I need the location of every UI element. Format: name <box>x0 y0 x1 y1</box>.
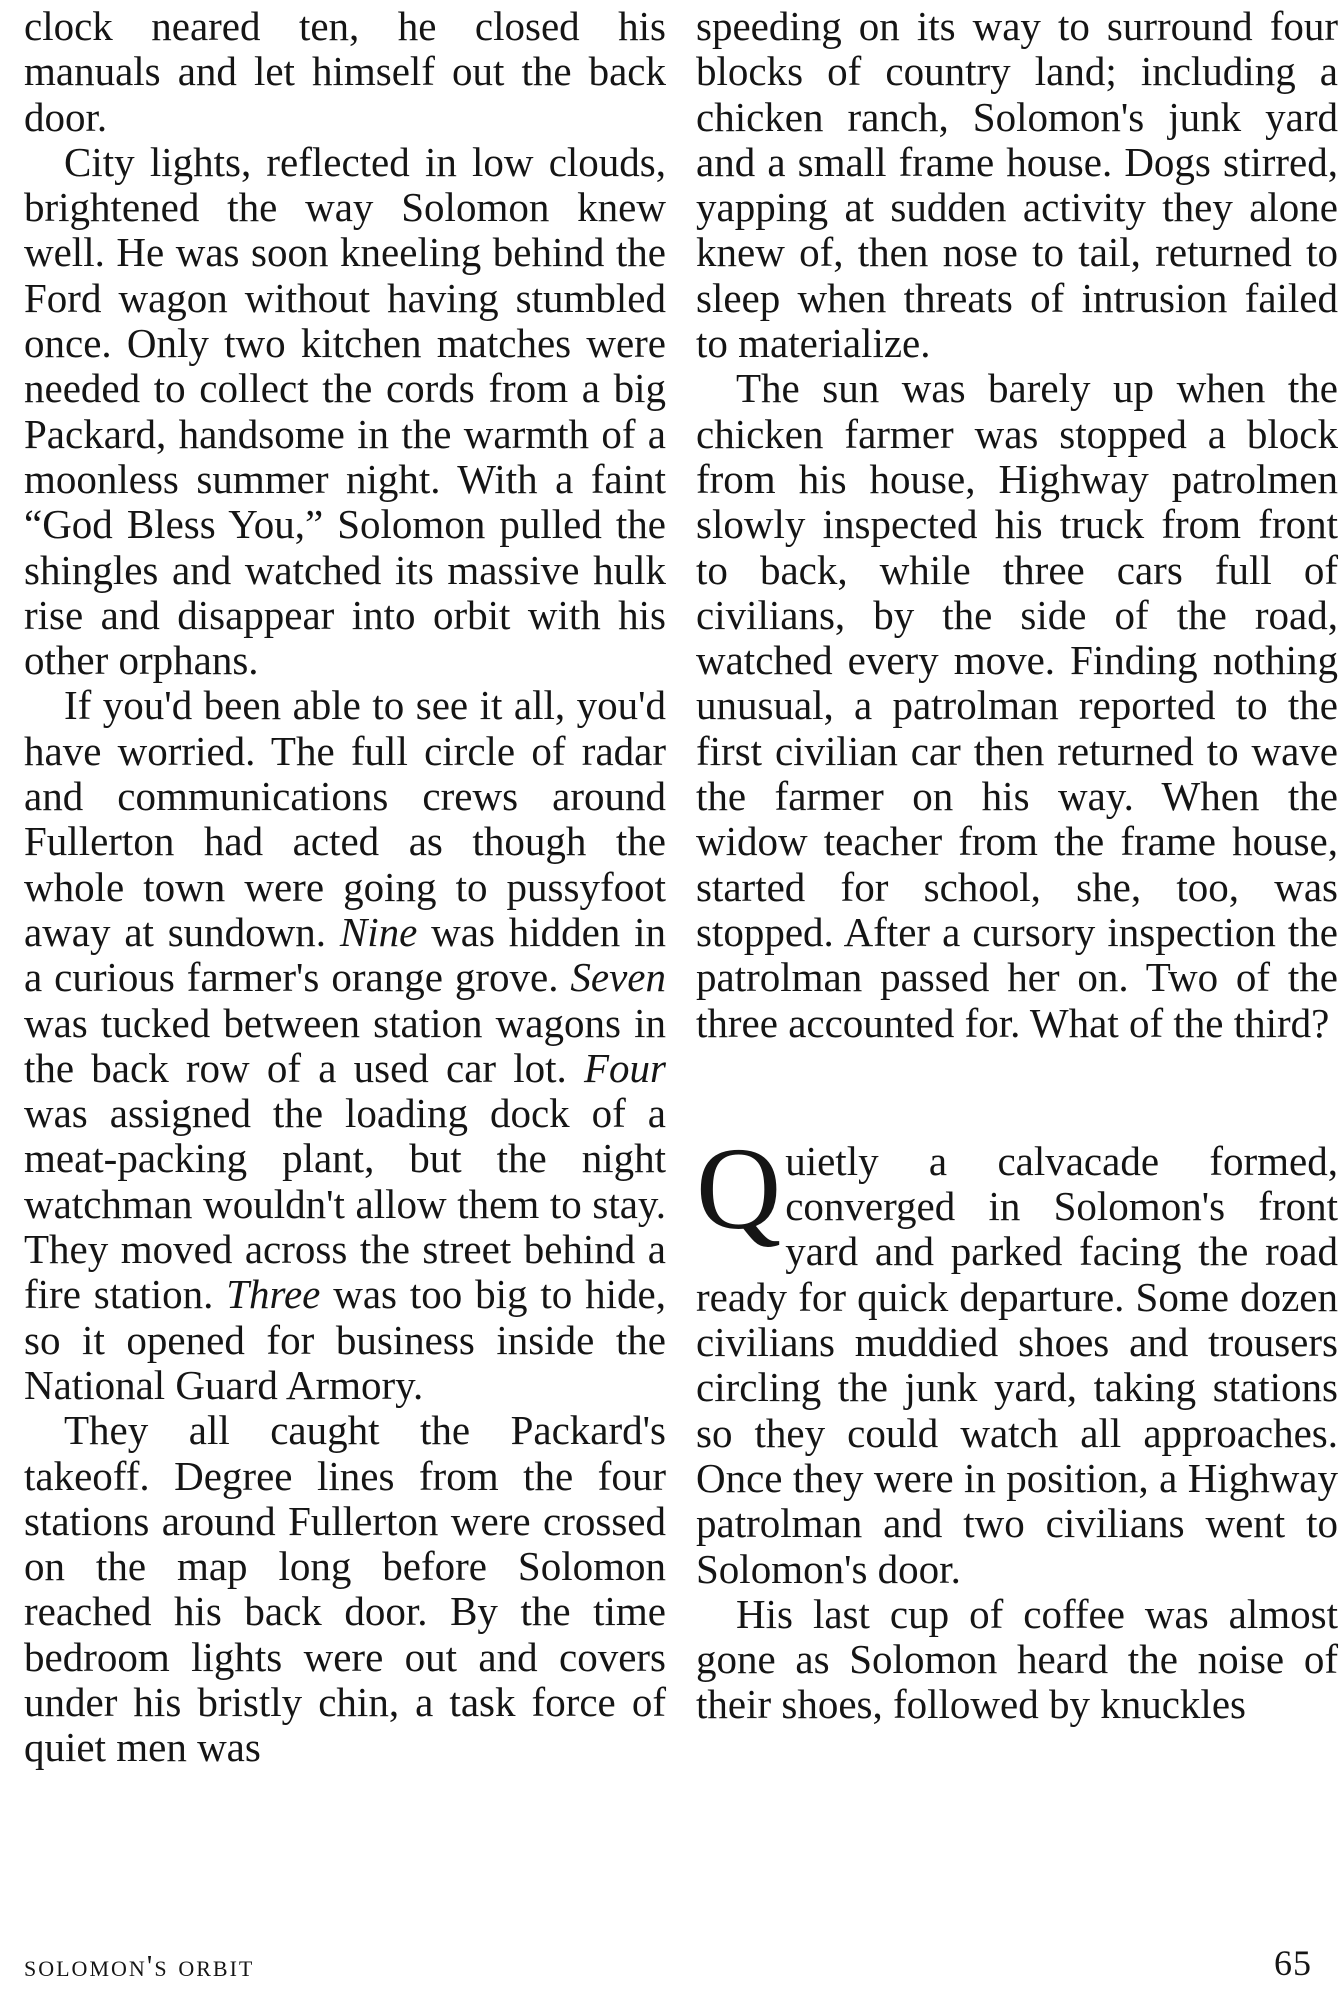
right-column <box>696 4 1338 1728</box>
italic-word: Three <box>226 1271 321 1318</box>
paragraph-text: was hidden in a curious farmer's orange grove. <box>24 908 667 1001</box>
italic-word: Four <box>584 1044 666 1091</box>
paragraph: speeding on its way to surround four blocks of country land; including a chicken ranch, Solomon's junk yard and a small frame house. Dogs stirred, yapping at sudden activity they alone knew of, then nose to tail, returned to sleep when threats of intrusion failed to materialize. <box>696 3 1338 367</box>
paragraph-text: was assigned the loading dock of a meat-packing plant, but the night watchman wouldn't allow them to stay. They moved across the street behind a fire station. <box>24 1090 666 1318</box>
paragraph <box>24 683 666 1408</box>
paragraph-text: uietly a calvacade formed, converged in Solomon's front yard and parked facing the road ready for quick departure. Some dozen civilians muddied shoes and trousers circling the junk yard, taking stations so they could watch all approaches. Once they were in position, a Highway patrolman and two civilians went to Solomon's door. <box>696 1137 1338 1592</box>
paragraph: His last cup of coffee was almost gone as Solomon heard the noise of their shoes, followed by knuckles <box>696 1590 1338 1728</box>
section-start-paragraph <box>696 1122 1338 1592</box>
paragraph-text: was tucked between station wagons in the back row of a used car lot. <box>24 999 666 1091</box>
running-head: solomon's orbit <box>24 1948 255 1983</box>
paragraph-text: If you'd been able to see it all, you'd have worried. The full circle of radar and communications crews around Fullerton had acted as though the whole town were going to pussyfoot away at sundown. <box>24 682 666 955</box>
left-column <box>24 4 666 1771</box>
paragraph: The sun was barely up when the chicken farmer was stopped a block from his house, Highway patrolmen slowly inspected his truck from front to back, while three cars full of civilians, by the side of the road, watched every move. Finding nothing unusual, a patrolman reported to the first civilian car then returned to wave the farmer on his way. When the widow teacher from the frame house, started for school, she, too, was stopped. After a cursory inspection the patrolman passed her on. Two of the three accounted for. What of the third? <box>696 365 1338 1046</box>
paragraph-text: was too big to hide, so it opened for business inside the National Guard Armory. <box>24 1271 666 1408</box>
italic-word: Nine <box>339 908 418 955</box>
page-number: 65 <box>1274 1943 1312 1983</box>
paragraph: They all caught the Packard's takeoff. Degree lines from the four stations around Fullerton were crossed on the map long before Solomon reached his back door. By the time bedroom lights were out and covers under his bristly chin, a task force of quiet men was <box>24 1407 666 1771</box>
paragraph: City lights, reflected in low clouds, brightened the way Solomon knew well. He was soon kneeling behind the Ford wagon without having stumbled once. Only two kitchen matches were needed to collect the cords from a big Packard, handsome in the warmth of a moonless summer night. With a faint “God Bless You,” Solomon pulled the shingles and watched its massive hulk rise and disappear into orbit with his other orphans. <box>24 138 666 684</box>
italic-word: Seven <box>570 954 666 1001</box>
paragraph: clock neared ten, he closed his manuals and let himself out the back door. <box>24 3 666 140</box>
drop-cap: Q <box>696 1122 782 1254</box>
